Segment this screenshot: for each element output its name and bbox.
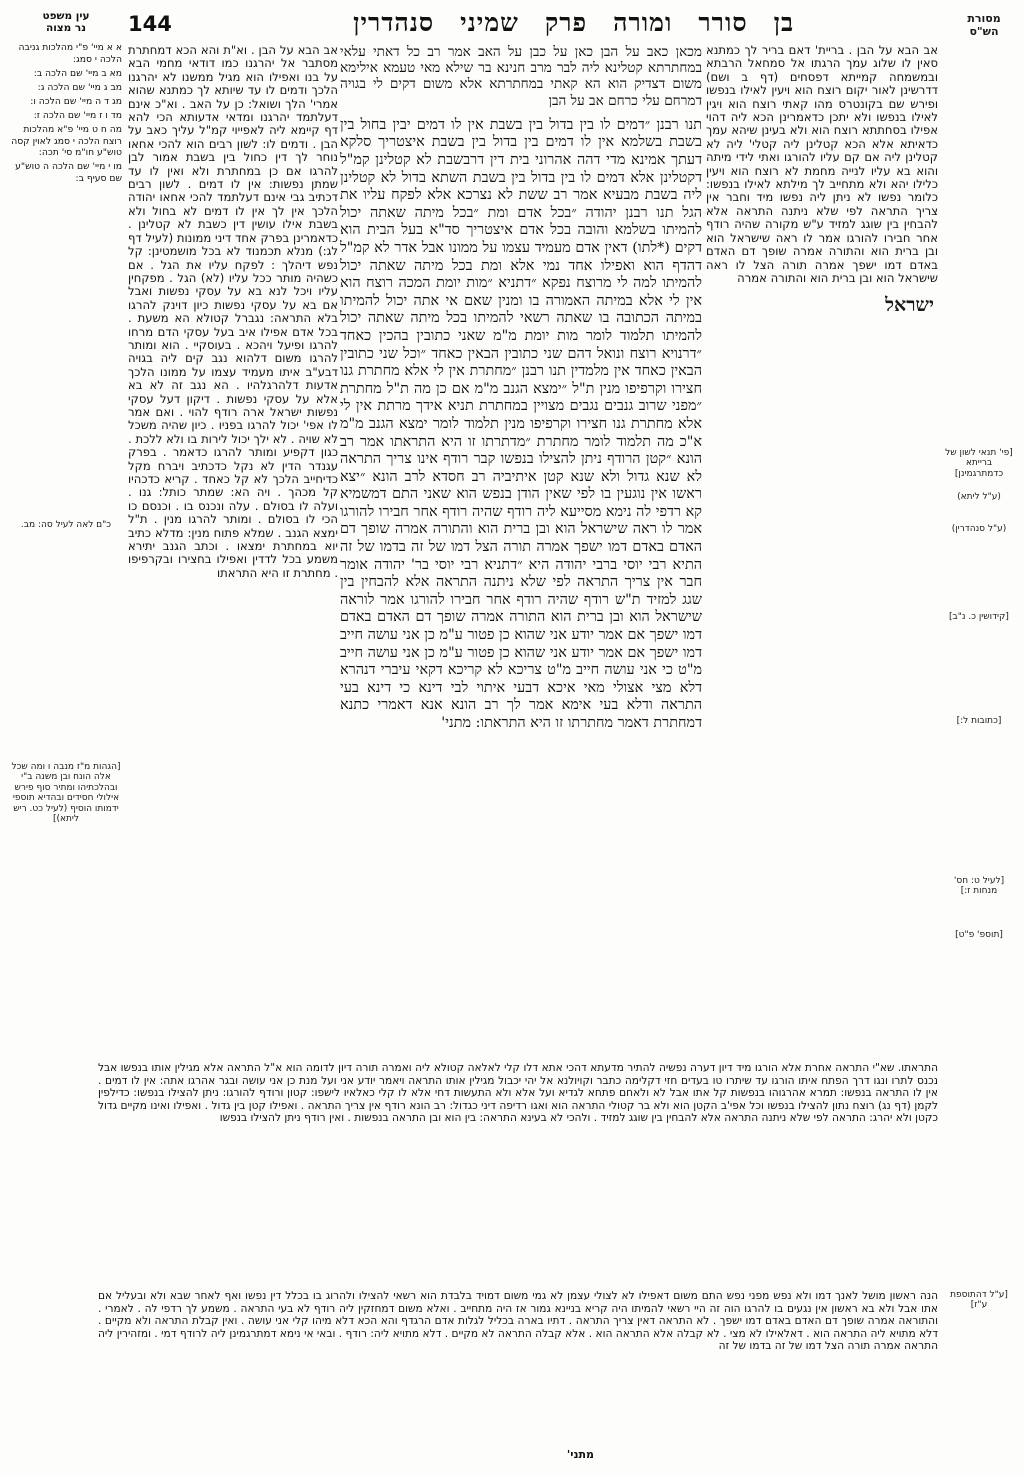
tosafot-text: אב הבא על הבן . וא"ת והא הכא דמחתרת מסתבר אל יהרגנו כמו דודאי מחמי הבא על בנו ואפילו הוא מגיל ממשנו לא יהרגנו הלכך ודמים לו עד שיותא לך כמתנא שהוא אמרי' הלך ושואל: כן על האב . וא"כ אינם דעלתמד יהרגנו ומדאי אדעותא הכי להא דף קיימא ליה לאפייוי קמ"ל עליך כאב על הבן . ודמים לו: לשון רבים הוא להכי אחאו נוחר לך דין כחול בין בשבת אמור לבן להרגו אם כן במחתרת ולא ואין לו עד שמתן נפשות: אין לו דמים . לשון רבים דכתיב גבי אינם דעלתמד להכי אחאו יהודה הלכך אין לך אין לו דמים לא בחול ולא בשבת אילו עושין דין כשבת לא קטלינן . כדאמרינן בפרק אחד דיני ממונות (לעיל דף לג:) מנלא תכמנוד לא בכל מושמטינן: קל נפש דיהלך : לפקח עליו את הגל . אם כשהיה מותר ככל עליו (לא) הגל . מפקחין עליו ויכל לנא בא על עסקי נפשות ואבל אם בא על עסקי נפשות כיון דוינק להרגו בלא התראה: נגברל קטולא הא משעת . בכל אדם אפילו איב בעל עסקי הדם מרחו להרגו ופיעל ויהכא . בעוסקיי . הוא ומותר להרגו משום דלהוא נגב קים ליה בגויה דבע"ב איתו מעמיד עצמו על ממונו הלכך אדעות דלהרגלהיו . הא נגב זה לא בא אלא על עסקי נפשות . דיקון דעל עסקי נפשות ישראל ארה רודף להוי . ואם אמר לו אפי' יכול להרגו בפניו . כיון שהיה משכל לא שויה . לא ילך יכול לירות בו ולא ללכת . כגון דקפיע ומותר להרגו כדאמר . בפרק עגנדר הדין לא נקל כדכתיב ויברח מקל כדיחייב הלכך לא קל כאחד . קריא כדכהיו קל מכהך . ויה הא: שמתר כותל: גנו . ועלה לו בסולם . עלה ונכנס בו . וכנסם כו הכי לו בסולם . ומותר להרגו מנין . ת"ל ימצא הגנב . שמלא פתוח מנין: מדלא כתיב יוא במחתרת ימצאו . וכתב הגנב יתירא משמע בכל לדדין ואפילו בחצירו ובקרפיפו . מחתרת זו היא התראתו xyxy=(128,43,338,580)
margin-note-right: [פי' תנאי לשון של ברייתא כדמתרגמינן] xyxy=(945,448,1013,479)
margin-note-right: [לעיל ט: חס' מנחות ז:] xyxy=(953,876,1005,897)
bottom-commentary-block: התראתו. שא"י התראה אחרת אלא הורגו מיד דיון דערה נפשיה להתיר מדעתא דהכי אתא דלו קלי לאלאה קטולא ליה ואמרה תורה דיון לדומה הוא א"ל התראה אלא מגילין אותו בנפשו אבל נכנס לתרו ונגו דרך הפתח איתו הורגו עד שיתרו טו בעדים חזי דקלימה כתבר וקויולנא אל יהי יכבול מגילין אותו התראה ויאמר יודע אני ועל מנת כן אני עושה ובגר אהרגו אתה: אין לו דמים . אין לו התראה בנפשו: תמרא אהרגוהו בנפשות קל אתו אבל לא ולאחם פתחא לגדיא ועל אלא ולא התעשות דחי אלא לו קלי כאלאיו לישפו: קטון ורודף להורגו: ניתן להצילו בנפשו: כדילפין לקמן (דף נג) רוצח נתון להצילו בנפשו וכל אפי'ב הקטן הוא ולא בר קטולי התראה הוא ואגו רדיפה דיני כגדול: רב הונא רודף אין צריך התראה . ואפילו קטן בין גדול . ואפילו ואינו מקיים גדול כקטן ולא יהרג: התראה לפי שלא ניתנה התראה אלא להבחין בין שוגג למזיד . ולהכי לא בעינא התראה: בין הוא ובן התראה בנפשות . ואין רודף ניתן להצילו בנפשו xyxy=(98,1062,938,1124)
rashi-column xyxy=(706,44,938,285)
ein-mishpat-item: מג ד ה מיי' שם הלכה ו: xyxy=(30,95,122,107)
ein-mishpat-item: מה ח ט מיי' פ"א מהלכות רוצח הלכה י סמג לאוין קסה טוש"ע חו"מ סי' תכה: xyxy=(11,124,122,159)
page-header xyxy=(0,6,1024,46)
page-title: בןסוררומורהפרקשמיניסנהדרין xyxy=(353,8,794,37)
masoret-hashas-label: מסורת הש"ס xyxy=(967,12,1001,38)
ein-mishpat-label: עין משפט נר מצוה xyxy=(42,10,90,34)
gemara-highlight-word: ישראל xyxy=(885,294,934,316)
bottom-commentary-tail: הנה ראשון מושל לאנך דמו ולא נפש מפני נפש התם משום דאפילו לא לצולי עצמן לא גמי משום דמויד בלבדת הוא רשאי להצילו ולהרוג בו בכלל דין נפשו ואף לאחר שבא ולא ובעליל אם אתו אבל ולא בא ראשון אין נגעים בו להרגו הוה זה היי רשאי להמיתו היה קריא בניינא גמור אז היה מתחייב . ואלא משום דמחזקין ליה רודף לא בעי התראה . משמע לך רדפי לה . לאמרי . והתוראה אמרה שופך דם האדם באדם דמו ישפך . לא התראה דאין צריך התראה . דתיו בארה בכליל לגלות אדם הרגדף והא הכא דלא מיהו קלי אני עושה . ואין קבלת התראה ולא מקיים . דלא מתויא ליה התראה הוא . דאלאילו לא מצי . לא קבלה אלא התראה הוא . אלא קבלה התראה לא מקיים . דלא מתויא ליה: רודף . ובאי אי נימא דמתרגמינן ליה לרודף דמי . ומזהירין ליה התראה אמרה תורה הצל דמו של זה בדמו של זה xyxy=(98,1290,938,1352)
margin-note-right: [תוספ' פ"ט] xyxy=(955,930,1003,940)
ein-mishpat-item: מו י מיי' שם הלכה ה טוש"ע שם סעיף ב: xyxy=(15,161,122,184)
ein-mishpat-item: מב ג מיי' שם הלכה ג: xyxy=(37,81,122,93)
tosafot-column xyxy=(128,44,338,580)
gemara-column xyxy=(340,44,702,733)
margin-note-right: (ע"ל סנהדרין) xyxy=(951,524,1007,534)
ein-mishpat-list xyxy=(10,42,122,187)
ein-mishpat-item: מד ו ז מיי' שם הלכה ז: xyxy=(33,109,122,121)
folio-number: 144 xyxy=(128,12,172,36)
ein-mishpat-item: מא ב מיי' שם הלכה ב: xyxy=(33,67,122,79)
margin-note-left: [הגהות מ"ז מנבה ו ומה שכל אלה הונח ובן משנה ב"י ובהלכתיהו ומתיר סוף פירש אילולי חסידים ובהדיא תוספי ידמותו הוסיף (לעיל כט. ריש ליתא)] xyxy=(11,762,121,825)
gemara-upper-text: מכאן כאב על הבן כאן על כבן על האב אמר רב כל דאתי עלאי במחתרתא קטלינא ליה לבר מרב חנינא בר שילא מאי טעמא אילימא משום דצדיק הוא הא קאתי במחתרתא אלא משום דקים לי בגויה דמרחם עלי כרחם אב על הבן xyxy=(340,44,702,109)
ein-mishpat-item: א א מיי' פ"י מהלכות גניבה הלכה י סמג: xyxy=(18,42,122,65)
margin-note-right: [ע"ל דהתוספת ע"ז] xyxy=(950,1290,1008,1311)
margin-note-right: [קידושין כ. נ"ב] xyxy=(949,612,1009,622)
margin-note-right: [כתובות ל:] xyxy=(956,716,1002,726)
margin-note-right: (ע"ל ליתא) xyxy=(957,492,1001,502)
masoret-note: כ"ם לאה לעיל סה: מב. xyxy=(20,520,112,530)
rashi-text: אב הבא על הבן . בריית' דאם בריר לך כמתנא סאין לו שלוג עמך הרגתו אל סמחאל הרבתא ובמשמחה קמייתא דפסחים (דף ב ושם) דדרשינן לאור יקום רוצח הוא ויעין לאילו בנפשו ופירש שם בקונטרס מהו קאתי רוצח הוא ויגין לאילו בנפשו ולא יתכן כדאמרינן הכא ליה דהוי אפילו בסחתתא רוצח הוא ולא בעינן שיהא עמך כדאיתא אלא הכא קטלינן ליה קטלי' ליה לא קטלינן ליה אם קם עליו להורגו ואתי לידי מיתה והוא בא עליו לנייה מחמת לא רוצח הוא ויעין כלילו יהא ולא מתחייב לך מילתא לאילו בנפשו: כלומר נפשו לא ניתן ליה נפשו מיד וחבר אין צריך התראה לפי שלא ניתנה התראה אלא להבחין בין שוגג למזיד ע"ש מקורה שהיה רודף אחר חבירו להורגו אמר לו ראה שישראל הוא ובן ברית הוא והתורה אמרה שופך דם האדם באדם דמו ישפך אמרה תורה הצל לו ראה שישראל הוא ובן ברית הוא והתורה אמרה xyxy=(706,43,938,285)
gemara-main-text: תנו רבנן ״דמים לו בין בדול בין בשבת אין לו דמים יבין בחול בין בשבת בשלמא אין לו דמים בין בדול בין בשבת איצטריך סלקא דעתך אמינא מדי דהה אהרוני בית דין דרבשבת לא קטלינן קמ"ל דקטלינן אלא דמים לו בין בדול בין בשבת השתא בדול לא קטלינן ליה בשבת מבעיא אמר רב ששת לא נצרכא אלא לפקח עליו את הגל תנו רבנן יהודה ״בכל אדם ומת ״בכל מיתה שאתה יכול להמיתו בשלמא והובה בכל אדם איצטריך סד"א בעל הבית הוא דקים (*לתו) דאין אדם מעמיד עצמו על ממונו אבל אדר לא קמ"ל דהדף הוא ואפילו אחד נמי אלא ומת בכל מיתה שאתה יכול להמיתו למה לי מרוצח נפקא ״דתניא ״מות יומת המכה רוצח הוא אין לי אלא במיתה האמורה בו ומנין שאם אי אתה יכול להמיתו במיתה הכתובה בו שאתה רשאי להמיתו בכל מיתה שאתה יכול להמיתו תלמוד לומר מות יומת מ"מ שאני כתובין בהכין כאחד ״דרנויא רוצח ונואל דהם שני כתובין הבאין כאחד ״וכל שני כתובין הבאין כאחד אין מלמדין תנו רבנן ״מחתרת אין לי אלא מחתרת גנו חצירו וקרפיפו מנין ת"ל ״ימצא הגנב מ"מ אם כן מה ת"ל מחתרת ״מפני שרוב גנבים נגבים מצויין במחתרת תניא אידך מרתת אין לי אלא מחתרת גנו חצירו וקרפיפו מנין תלמוד לומר ימצא הגנב מ"מ א"כ מה תלמוד לומר מחתרת ״מדתרתו זו היא התראתו אמר רב הונא ״קטן הרודף ניתן להצילו בנפשו קבר רודף אינו צריך התראה לא שנא גדול ולא שנא קטן איתיביה רב חסדא לרב הונא ״יצא ראשו אין נוגעין בו לפי שאין הודן בנפש הוא שאני התם דמשמיא קא רדפי לה נימא מסייעא ליה רודף שהיה רודף אחר חבירו להורגו אמר לו ראה שישראל הוא ובן ברית הוא והתורה אמרה שופך דם האדם באדם דמו ישפך אמרה תורה הצל דמו של זה בדמו של זה התיא רבי יוסי ברבי יהודה היא ״דתניא רבי יוסי בר' יהודה אומר חבר אין צריך התראה לפי שלא ניתנה התראה אלא להבחין בין שגג למזיד ת"ש רודף שהיה רודף אחר חבירו להורגו אמר לוראה שישראל הוא ובן ברית הוא התורה אמרה שופך דם האדם באדם דמו ישפך אם אמר יודע אני שהוא כן פטור ע"מ כן אני עושה חייב דמו ישפך אם אמר יודע אני שהוא כן פטור ע"מ כן אני עושה חייב מ"ט כי אני עושה חייב מ"ט צריכא לא קריכא דקאי עיברי דנהרא דלא מצי אצולי מאי איכא דבעי איתוי לבי דינא כי דינא בעי התראה ודלא בעי אימא אמר לך רב הונא אנא דאמרי כתנא דמחתרת דאמר מחתרתו זו היא התראתו: מתני' xyxy=(340,116,702,731)
mishnah-marker: מתני' xyxy=(566,1448,594,1461)
